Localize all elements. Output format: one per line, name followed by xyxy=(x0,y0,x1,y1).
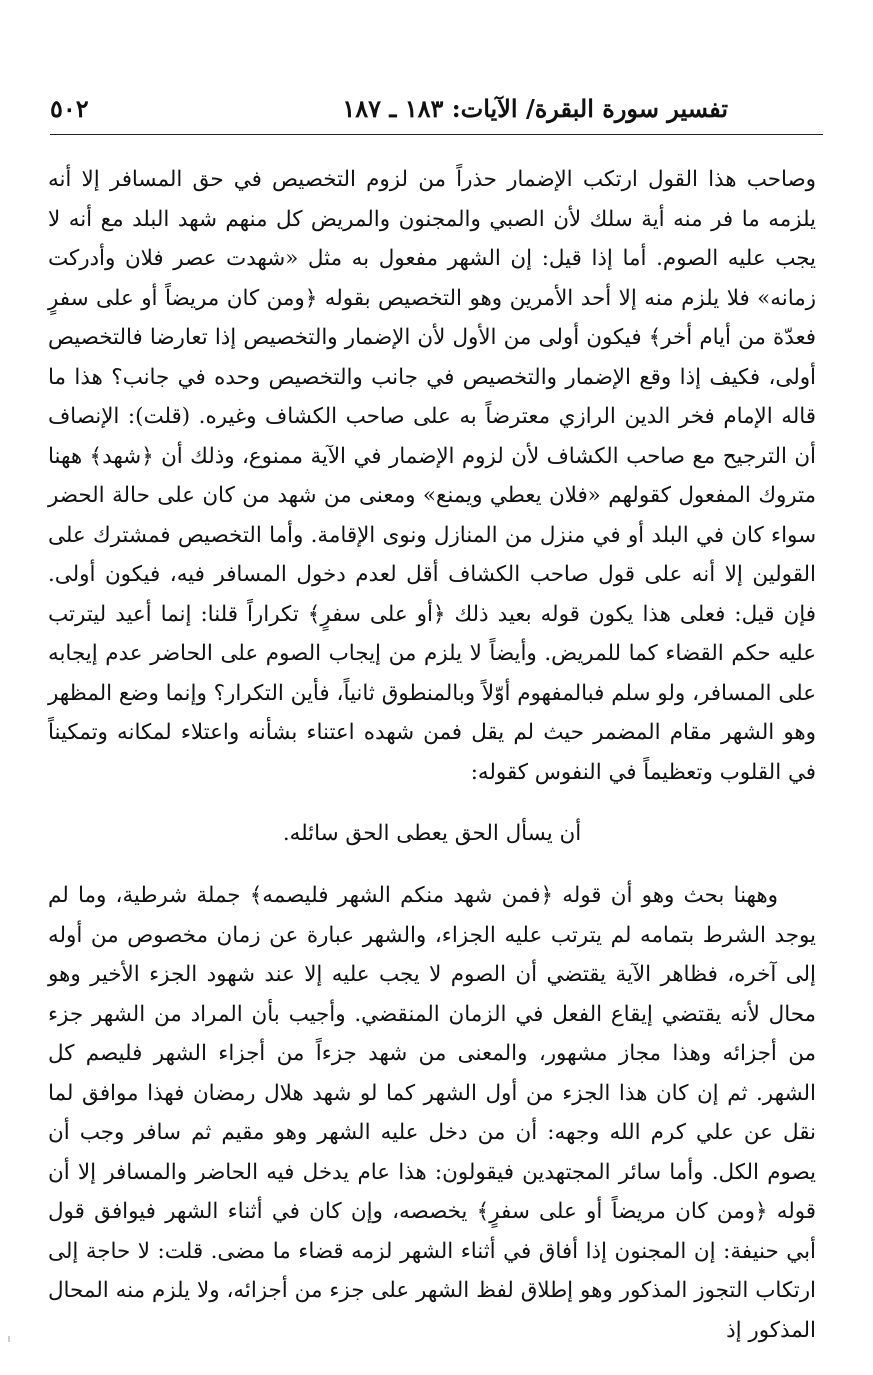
verse-quotation: أن يسأل الحق يعطى الحق سائله. xyxy=(282,821,582,846)
page-number: ٥٠٢ xyxy=(50,94,89,123)
paragraph-2: وههنا بحث وهو أن قوله ﴿فمن شهد منكم الشهر فليصمه﴾ جملة شرطية، وما لم يوجد الشرط بتمامه لم يترتب عليه الجزاء، والشهر عبارة عن زمان مخصوص من أوله إلى آخره، فظاهر الآية يقتضي أن الصوم لا يجب عليه إلا عند شهود الجزء الأخير وهو محال لأنه يقتضي إيقاع الفعل في الزمان المنقضي. وأجيب بأن المراد من الشهر جزء من أجزائه وهذا مجاز مشهور، والمعنى من شهد جزءاً من أجزاء الشهر فليصم كل الشهر. ثم إن كان هذا الجزء من أول الشهر كما لو شهد هلال رمضان فهذا موافق لما نقل عن علي كرم الله وجهه: أن من دخل عليه الشهر وهو مقيم ثم سافر وجب أن يصوم الكل. وأما سائر المجتهدين فيقولون: هذا عام يدخل فيه الحاضر والمسافر إلا أن قوله ﴿ومن كان مريضاً أو على سفرٍ﴾ يخصصه، وإن كان في أثناء الشهر فيوافق قول أبي حنيفة: إن المجنون إذا أفاق في أثناء الشهر لزمه قضاء ما مضى. قلت: لا حاجة إلى ارتكاب التجوز المذكور وهو إطلاق لفظ الشهر على جزء من أجزائه، ولا يلزم منه المحال المذكور إذ xyxy=(48,883,816,1343)
paragraph-1: وصاحب هذا القول ارتكب الإضمار حذراً من لزوم التخصيص في حق المسافر إلا أنه يلزمه ما فر منه أية سلك لأن الصبي والمجنون والمريض كل منهم شهد البلد مع أنه لا يجب عليه الصوم. أما إذا قيل: إن الشهر مفعول به مثل «شهدت عصر فلان وأدركت زمانه» فلا يلزم منه إلا أحد الأمرين وهو التخصيص بقوله ﴿ومن كان مريضاً أو على سفرٍ فعدّة من أيام أخر﴾ فيكون أولى من الأول لأن الإضمار والتخصيص إذا تعارضا فالتخصيص أولى، فكيف إذا وقع الإضمار والتخصيص في جانب والتخصيص وحده في جانب؟ هذا ما قاله الإمام فخر الدين الرازي معترضاً به على صاحب الكشاف وغيره. (قلت): الإنصاف أن الترجيح مع صاحب الكشاف لأن لزوم الإضمار في الآية ممنوع، وذلك أن ﴿شهد﴾ ههنا متروك المفعول كقولهم «فلان يعطي ويمنع» ومعنى من شهد من كان على حالة الحضر سواء كان في البلد أو في منزل من المنازل ونوى الإقامة. وأما التخصيص فمشترك على القولين إلا أنه على قول صاحب الكشاف أقل لعدم دخول المسافر فيه، فيكون أولى. فإن قيل: فعلى هذا يكون قوله بعيد ذلك ﴿أو على سفرٍ﴾ تكراراً قلنا: إنما أعيد ليترتب عليه حكم القضاء كما للمريض. وأيضاً لا يلزم من إيجاب الصوم على الحاضر عدم إيجابه على المسافر، ولو سلم فبالمفهوم أوّلاً وبالمنطوق ثانياً، فأين التكرار؟ وإنما وضع المظهر وهو الشهر مقام المضمر حيث لم يقل فمن شهده اعتناء بشأنه واعتلاء لمكانه وتمكيناً في القلوب وتعظيماً في النفوس كقوله: xyxy=(48,167,816,785)
running-header-title: تفسير سورة البقرة/ الآيات: ١٨٣ ـ ١٨٧ xyxy=(342,94,728,123)
running-header xyxy=(50,90,823,126)
body-text xyxy=(48,160,816,1350)
scan-edge-mark xyxy=(8,1336,10,1342)
header-rule xyxy=(50,134,823,135)
